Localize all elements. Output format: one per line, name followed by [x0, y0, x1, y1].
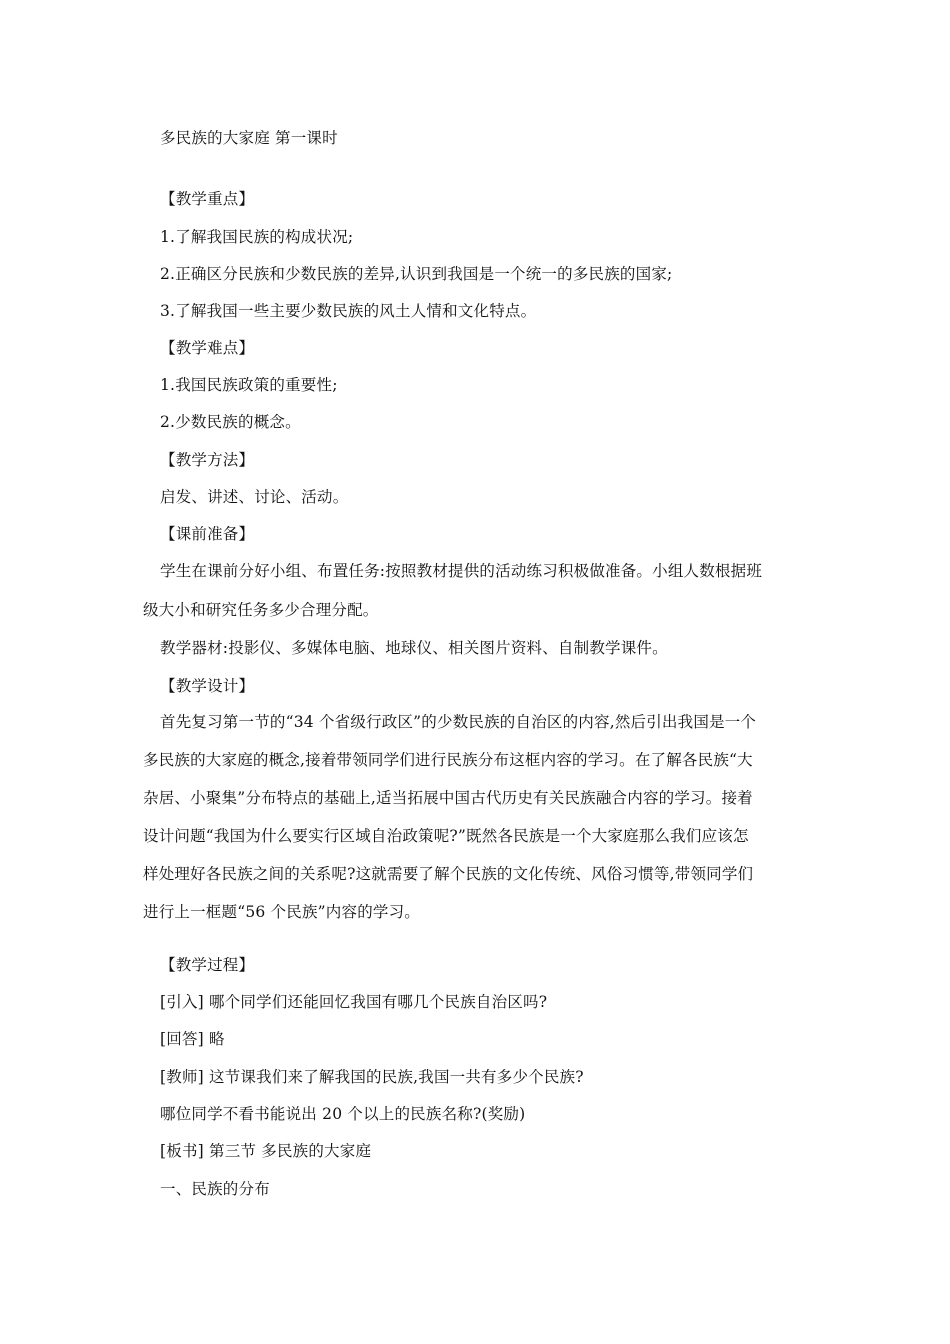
design-line-4: 设计问题“我国为什么要实行区域自治政策呢?”既然各民族是一个大家庭那么我们应该怎 — [143, 827, 749, 845]
design-line-5: 样处理好各民族之间的关系呢?这就需要了解个民族的文化传统、风俗习惯等,带领同学们 — [143, 865, 754, 883]
document-title: 多民族的大家庭 第一课时 — [160, 129, 338, 147]
process-line-4: 哪位同学不看书能说出 20 个以上的民族名称?(奖励) — [160, 1105, 526, 1123]
process-line-3: [教师] 这节课我们来了解我国的民族,我国一共有多少个民族? — [160, 1068, 584, 1086]
process-line-5: [板书] 第三节 多民族的大家庭 — [160, 1142, 372, 1160]
method-text: 启发、讲述、讨论、活动。 — [160, 488, 349, 506]
design-line-2: 多民族的大家庭的概念,接着带领同学们进行民族分布这框内容的学习。在了解各民族“大 — [143, 751, 753, 769]
prep-paragraph-line-1: 学生在课前分好小组、布置任务:按照教材提供的活动练习积极做准备。小组人数根据班 — [160, 562, 763, 580]
process-line-2: [回答] 略 — [160, 1030, 225, 1048]
prep-equipment: 教学器材:投影仪、多媒体电脑、地球仪、相关图片资料、自制教学课件。 — [160, 639, 668, 657]
prep-paragraph-line-2: 级大小和研究任务多少合理分配。 — [143, 601, 379, 619]
focus-heading: 【教学重点】 — [160, 190, 255, 208]
prep-heading: 【课前准备】 — [160, 525, 255, 543]
design-line-6: 进行上一框题“56 个民族”内容的学习。 — [143, 903, 420, 921]
focus-item-1: 1.了解我国民族的构成状况; — [160, 228, 354, 246]
process-line-1: [引入] 哪个同学们还能回忆我国有哪几个民族自治区吗? — [160, 993, 548, 1011]
focus-item-2: 2.正确区分民族和少数民族的差异,认识到我国是一个统一的多民族的国家; — [160, 265, 673, 283]
method-heading: 【教学方法】 — [160, 451, 255, 469]
focus-item-3: 3.了解我国一些主要少数民族的风土人情和文化特点。 — [160, 302, 537, 320]
process-line-6: 一、民族的分布 — [160, 1180, 270, 1198]
difficulty-item-2: 2.少数民族的概念。 — [160, 413, 301, 431]
design-line-3: 杂居、小聚集”分布特点的基础上,适当拓展中国古代历史有关民族融合内容的学习。接着 — [143, 789, 753, 807]
difficulty-item-1: 1.我国民族政策的重要性; — [160, 376, 338, 394]
process-heading: 【教学过程】 — [160, 956, 255, 974]
difficulty-heading: 【教学难点】 — [160, 339, 255, 357]
design-line-1: 首先复习第一节的“34 个省级行政区”的少数民族的自治区的内容,然后引出我国是一个 — [160, 713, 757, 731]
design-heading: 【教学设计】 — [160, 677, 255, 695]
